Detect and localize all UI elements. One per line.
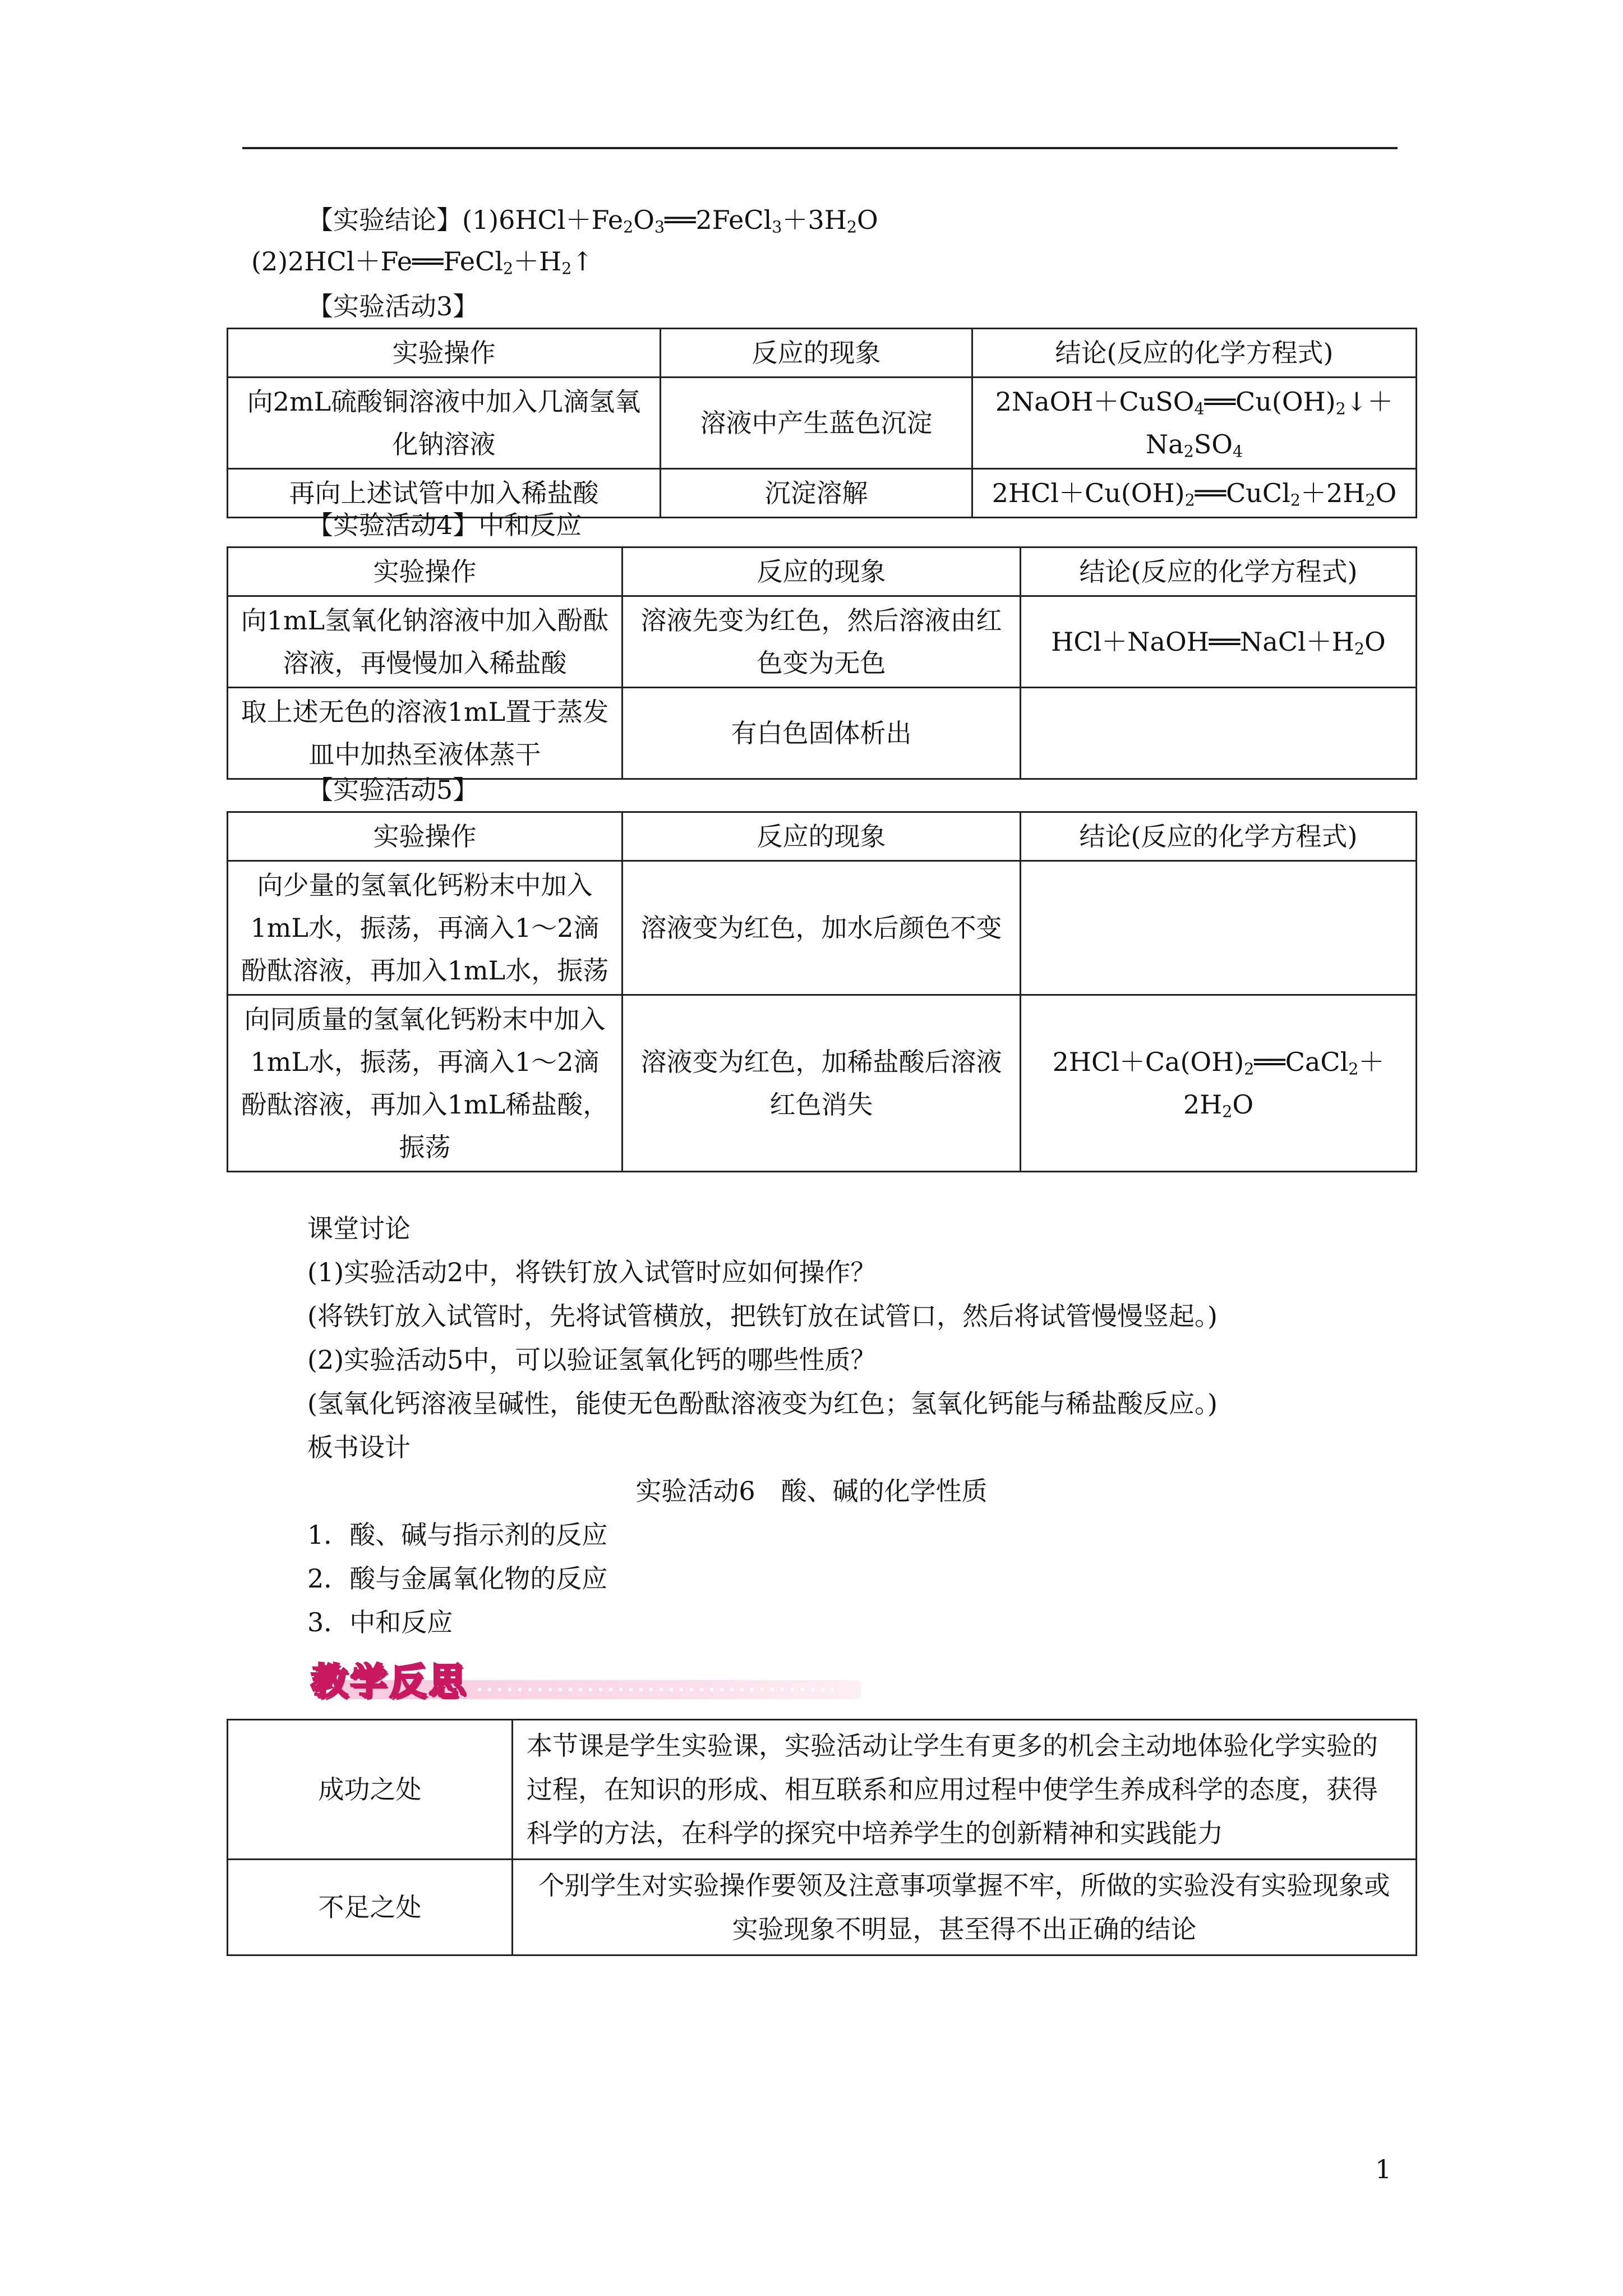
header-cell: 实验操作 <box>228 812 623 861</box>
reflection-table <box>227 1719 1417 1956</box>
equation-cell: $2NaOH+CuSO_4══Cu(OH)_2↓+$ $Na_2SO_4$ <box>972 378 1417 469</box>
phenomenon-cell: 沉淀溶解 <box>661 469 972 518</box>
header-cell: 反应的现象 <box>623 547 1021 596</box>
equation-cell: $2HCl+Cu(OH)_2══CuCl_2+2H_2O$ <box>972 469 1417 518</box>
activity3-table <box>227 328 1417 518</box>
header-cell: 反应的现象 <box>661 329 972 378</box>
table-row <box>228 861 1417 995</box>
discussion-answer-1: (将铁钉放入试管时，先将试管横放，把铁钉放在试管口，然后将试管慢慢竖起。) <box>307 1301 1218 1331</box>
header-cell: 结论(反应的化学方程式) <box>1021 547 1417 596</box>
conclusion-line-2: $(2)2HCl+Fe══FeCl_2+H_2↑$ <box>251 246 593 278</box>
header-rule <box>242 147 1398 149</box>
table-row <box>228 378 1417 469</box>
board-item: 3．中和反应 <box>307 1607 453 1637</box>
operation-cell: 向1mL氢氧化钠溶液中加入酚酞溶液，再慢慢加入稀盐酸 <box>228 596 623 688</box>
equation-text: (1)6HCl＋Fe <box>462 205 624 235</box>
shortcoming-label: 不足之处 <box>228 1860 513 1955</box>
success-text: 本节课是学生实验课，实验活动让学生有更多的机会主动地体验化学实验的过程，在知识的形成、相互联系和应用过程中使学生养成科学的态度，获得科学的方法，在科学的探究中培养学生的创新精神和实践能力 <box>513 1720 1417 1860</box>
banner-dots <box>474 1686 833 1694</box>
activity5-title: 【实验活动5】 <box>307 775 479 805</box>
operation-cell: 向少量的氢氧化钙粉末中加入1mL水，振荡，再滴入1～2滴酚酞溶液，再加入1mL水，振荡 <box>228 861 623 995</box>
table-row <box>228 1720 1417 1860</box>
table-header-row <box>228 547 1417 596</box>
shortcoming-text: 个别学生对实验操作要领及注意事项掌握不牢，所做的实验没有实验现象或实验现象不明显，甚至得不出正确的结论 <box>513 1860 1417 1955</box>
operation-cell: 向2mL硫酸铜溶液中加入几滴氢氧化钠溶液 <box>228 378 661 469</box>
activity4-table <box>227 546 1417 780</box>
activity3-title: 【实验活动3】 <box>307 291 479 321</box>
board-item: 2．酸与金属氧化物的反应 <box>307 1563 608 1594</box>
header-cell: 反应的现象 <box>623 812 1021 861</box>
header-cell: 结论(反应的化学方程式) <box>1021 812 1417 861</box>
page-number: 1 <box>1375 2154 1392 2184</box>
conclusion-label: 【实验结论】 <box>307 205 462 235</box>
board-heading: 板书设计 <box>307 1432 411 1462</box>
equation-cell: $2HCl+Ca(OH)_2══CaCl_2+$ $2H_2O$ <box>1021 995 1417 1172</box>
phenomenon-cell: 溶液变为红色，加水后颜色不变 <box>623 861 1021 995</box>
discussion-heading: 课堂讨论 <box>307 1213 411 1244</box>
table-row <box>228 995 1417 1172</box>
activity4-title: 【实验活动4】中和反应 <box>307 510 582 540</box>
equation-cell <box>1021 861 1417 995</box>
header-cell: 结论(反应的化学方程式) <box>972 329 1417 378</box>
phenomenon-cell: 溶液变为红色，加稀盐酸后溶液红色消失 <box>623 995 1021 1172</box>
header-cell: 实验操作 <box>228 329 661 378</box>
activity5-table <box>227 811 1417 1172</box>
operation-cell: 再向上述试管中加入稀盐酸 <box>228 469 661 518</box>
discussion-answer-2: (氢氧化钙溶液呈碱性，能使无色酚酞溶液变为红色；氢氧化钙能与稀盐酸反应。) <box>307 1388 1218 1419</box>
header-cell: 实验操作 <box>228 547 623 596</box>
banner-title: 教学反思 <box>311 1660 468 1703</box>
table-header-row <box>228 329 1417 378</box>
table-row <box>228 596 1417 688</box>
discussion-question-1: (1)实验活动2中，将铁钉放入试管时应如何操作？ <box>307 1257 877 1287</box>
equation-text: (2)2HCl＋Fe══FeCl <box>251 246 503 277</box>
table-row <box>228 688 1417 779</box>
reflection-banner <box>306 1658 861 1706</box>
discussion-question-2: (2)实验活动5中，可以验证氢氧化钙的哪些性质？ <box>307 1345 877 1375</box>
equation-cell <box>1021 688 1417 779</box>
phenomenon-cell: 溶液中产生蓝色沉淀 <box>661 378 972 469</box>
operation-cell: 取上述无色的溶液1mL置于蒸发皿中加热至液体蒸干 <box>228 688 623 779</box>
board-title: 实验活动6 酸、碱的化学性质 <box>635 1476 988 1506</box>
board-item: 1．酸、碱与指示剂的反应 <box>307 1520 608 1550</box>
phenomenon-cell: 有白色固体析出 <box>623 688 1021 779</box>
phenomenon-cell: 溶液先变为红色，然后溶液由红色变为无色 <box>623 596 1021 688</box>
equation-cell: $HCl+NaOH══NaCl+H_2O$ <box>1021 596 1417 688</box>
operation-cell: 向同质量的氢氧化钙粉末中加入1mL水，振荡，再滴入1～2滴酚酞溶液，再加入1mL稀盐酸，振荡 <box>228 995 623 1172</box>
success-label: 成功之处 <box>228 1720 513 1860</box>
table-row <box>228 1860 1417 1955</box>
conclusion-line-1: 【实验结论】$(1)6HCl+Fe_2O_3══2FeCl_3+3H_2O$ <box>307 205 878 237</box>
table-header-row <box>228 812 1417 861</box>
